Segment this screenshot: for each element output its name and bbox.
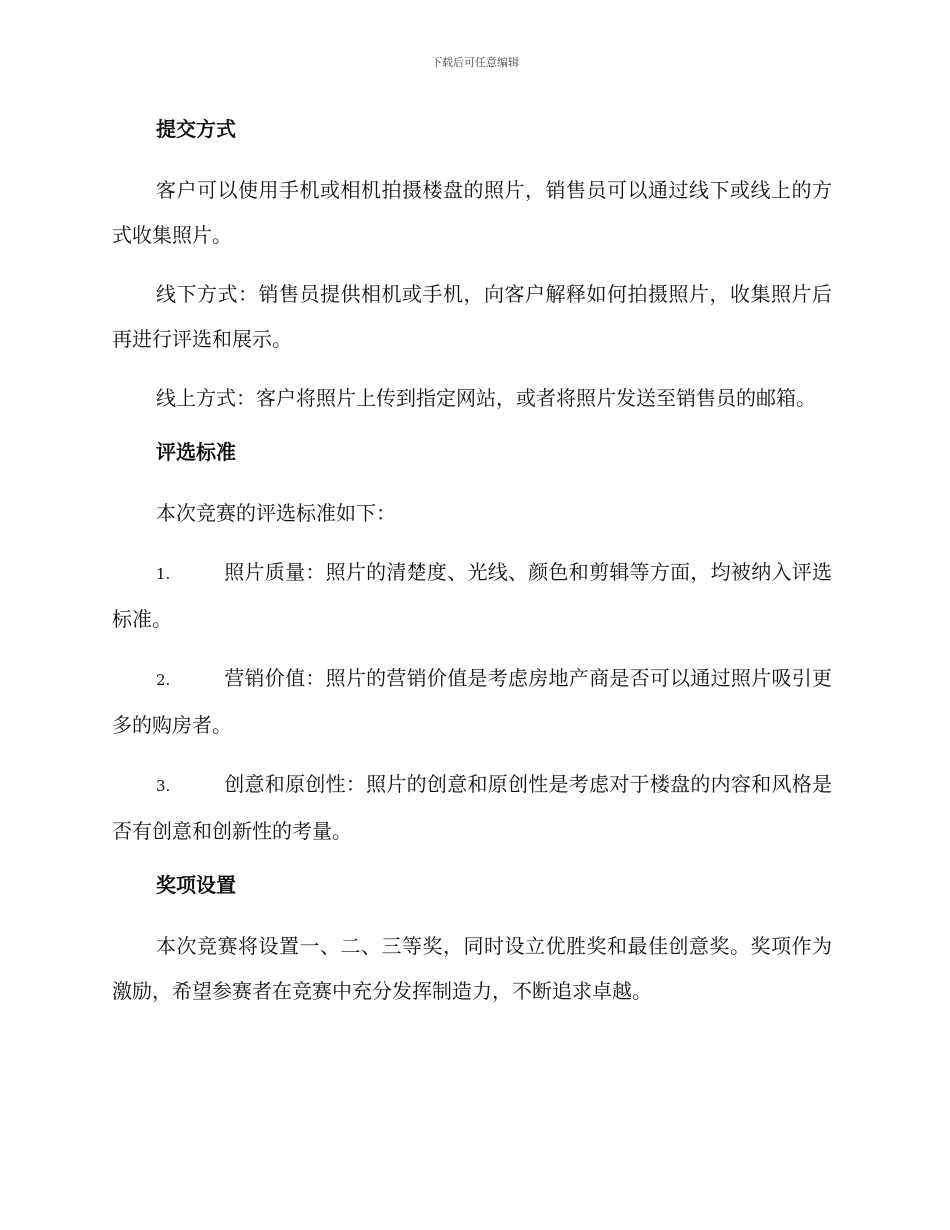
page-header: 下载后可任意编辑: [431, 56, 519, 69]
criteria-item: [112, 656, 832, 748]
document-body: [112, 112, 832, 1028]
list-number: 3.: [156, 777, 171, 795]
submission-online: 线上方式：客户将照片上传到指定网站，或者将照片发送至销售员的邮箱。: [156, 386, 816, 410]
submission-offline: 线下方式：销售员提供相机或手机，向客户解释如何拍摄照片，收集照片后再进行评选和展示。: [112, 282, 832, 351]
list-item-text: 照片质量：照片的清楚度、光线、颜色和剪辑等方面，均被纳入评选标准。: [112, 560, 832, 631]
list-item-text: 创意和原创性：照片的创意和原创性是考虑对于楼盘的内容和风格是否有创意和创新性的考量。: [112, 772, 832, 843]
submission-intro: 客户可以使用手机或相机拍摄楼盘的照片，销售员可以通过线下或线上的方式收集照片。: [112, 178, 832, 247]
section-heading-submission: 提交方式: [156, 117, 236, 141]
criteria-item: [112, 762, 832, 854]
awards-text: 本次竞赛将设置一、二、三等奖，同时设立优胜奖和最佳创意奖。奖项作为激励，希望参赛者在竞赛中充分发挥制造力，不断追求卓越。: [112, 934, 832, 1003]
list-number: 2.: [156, 671, 171, 689]
criteria-item: [112, 550, 832, 642]
section-heading-awards: 奖项设置: [156, 873, 236, 897]
section-heading-criteria: 评选标准: [156, 440, 236, 464]
criteria-intro: 本次竞赛的评选标准如下：: [156, 501, 396, 525]
list-number: 1.: [156, 565, 171, 583]
list-item-text: 营销价值：照片的营销价值是考虑房地产商是否可以通过照片吸引更多的购房者。: [112, 666, 832, 737]
